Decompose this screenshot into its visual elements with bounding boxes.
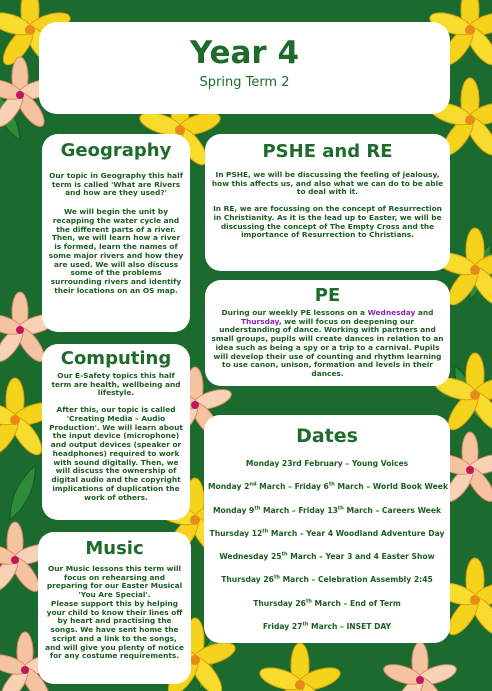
date-ordinal-suffix: th (302, 621, 309, 628)
date-item (208, 615, 446, 638)
date-text: March – Year 3 and 4 Easter Show (287, 552, 435, 562)
date-text: March – Celebration Assembly 2:45 (279, 575, 433, 585)
date-item (208, 452, 446, 475)
pshe-re-card (205, 134, 450, 271)
dates-card (204, 415, 450, 643)
date-ordinal-suffix: th (254, 505, 261, 512)
computing-intro: Our E-Safety topics this half term are health, wellbeing and lifestyle. (51, 371, 181, 398)
music-intro: Our Music lessons this term will focus on rehearsing and preparing for our Easter Musical 'You Are Special'. (46, 564, 183, 600)
pe-day-thursday: Thursday (240, 316, 279, 326)
date-ordinal-suffix: nd (249, 481, 257, 488)
date-text: Thursday 26 (221, 575, 274, 585)
computing-card (42, 344, 190, 520)
computing-details: After this, our topic is called 'Creating Media – Audio Production'. We will learn about the input device (microphone) and output devices (speaker or headphones) required to work with sound digitally. Then, we will discuss the ownership of digital audio and the copyright implications of duplication the work of others. (49, 405, 183, 502)
geography-details: We will begin the unit by recapping the water cycle and the different parts of a river. Then, we will learn how a river is formed, learn the names of some major rivers and how they are used. We will also discuss some of the problems surrounding rivers and identify their locations on an OS map. (48, 207, 184, 295)
date-item (208, 499, 446, 522)
pe-day-wednesday: Wednesday (367, 308, 416, 317)
date-text: March – Friday 6 (256, 482, 329, 492)
dates-title: Dates (296, 425, 358, 447)
music-card (38, 532, 191, 684)
header-card (39, 22, 450, 114)
pshe-paragraph: In PSHE, we will be discussing the feeling of jealousy, how this affects us, and also what we can do to be able to deal with it. (211, 170, 444, 197)
date-ordinal-suffix: th (273, 574, 280, 581)
date-text: March – World Book Week (334, 482, 448, 492)
page-subtitle: Spring Term 2 (199, 75, 290, 90)
date-text: Friday 27 (262, 622, 303, 632)
date-text: Monday 9 (212, 505, 255, 515)
music-title: Music (85, 538, 144, 559)
dates-list (208, 452, 446, 638)
date-text: March – Careers Week (343, 505, 442, 515)
page-title: Year 4 (189, 35, 300, 71)
computing-title: Computing (60, 348, 172, 369)
date-text: Thursday 26 (253, 598, 306, 608)
date-item (208, 568, 446, 591)
date-text: March – INSET DAY (308, 622, 392, 632)
geography-card (42, 134, 190, 332)
date-item (208, 545, 446, 568)
date-ordinal-suffix: th (337, 505, 344, 512)
date-ordinal-suffix: th (305, 598, 312, 605)
date-text: Wednesday 25 (219, 552, 282, 562)
geography-intro: Our topic in Geography this half term is called 'What are Rivers and how are they used?' (49, 171, 183, 198)
pe-paragraph: During our weekly PE lessons on a Wednesday and Thursday, we will focus on deepening our understanding of dance. Working with partners and small groups, pupils will create dances in relation to an idea such as being a spy or a trip to a carnival. Pupils will develop their use of counting and rhythm learning to use canon, unison, formation and levels in their dances. (211, 308, 444, 379)
re-paragraph: In RE, we are focussing on the concept of Resurrection in Christianity. As it is the lead up to Easter, we will be discussing the concept of The Empty Cross and the importance of Resurrection to Christians. (213, 204, 442, 240)
date-item (208, 522, 446, 545)
date-text: March – Friday 13 (260, 505, 338, 515)
geography-title: Geography (60, 140, 172, 161)
date-ordinal-suffix: th (281, 551, 288, 558)
pe-title: PE (314, 285, 341, 306)
date-item (208, 592, 446, 615)
date-ordinal-suffix: th (262, 528, 269, 535)
date-text: Monday 23rd February – Young Voices (245, 459, 409, 468)
date-ordinal-suffix: th (328, 481, 335, 488)
date-item (208, 475, 446, 498)
pshe-re-title: PSHE and RE (262, 141, 393, 162)
music-details: Please support this by helping your child to know their lines off by heart and practising the songs. We have sent home the script and a link to the songs, and will give you plenty of notice for any costume requirements. (45, 598, 184, 661)
date-text: March – Year 4 Woodland Adventure Day (268, 528, 445, 538)
pe-card (205, 280, 450, 386)
date-text: Monday 2 (208, 482, 250, 492)
date-text: March – End of Term (311, 598, 401, 608)
date-text: Thursday 12 (209, 528, 263, 538)
